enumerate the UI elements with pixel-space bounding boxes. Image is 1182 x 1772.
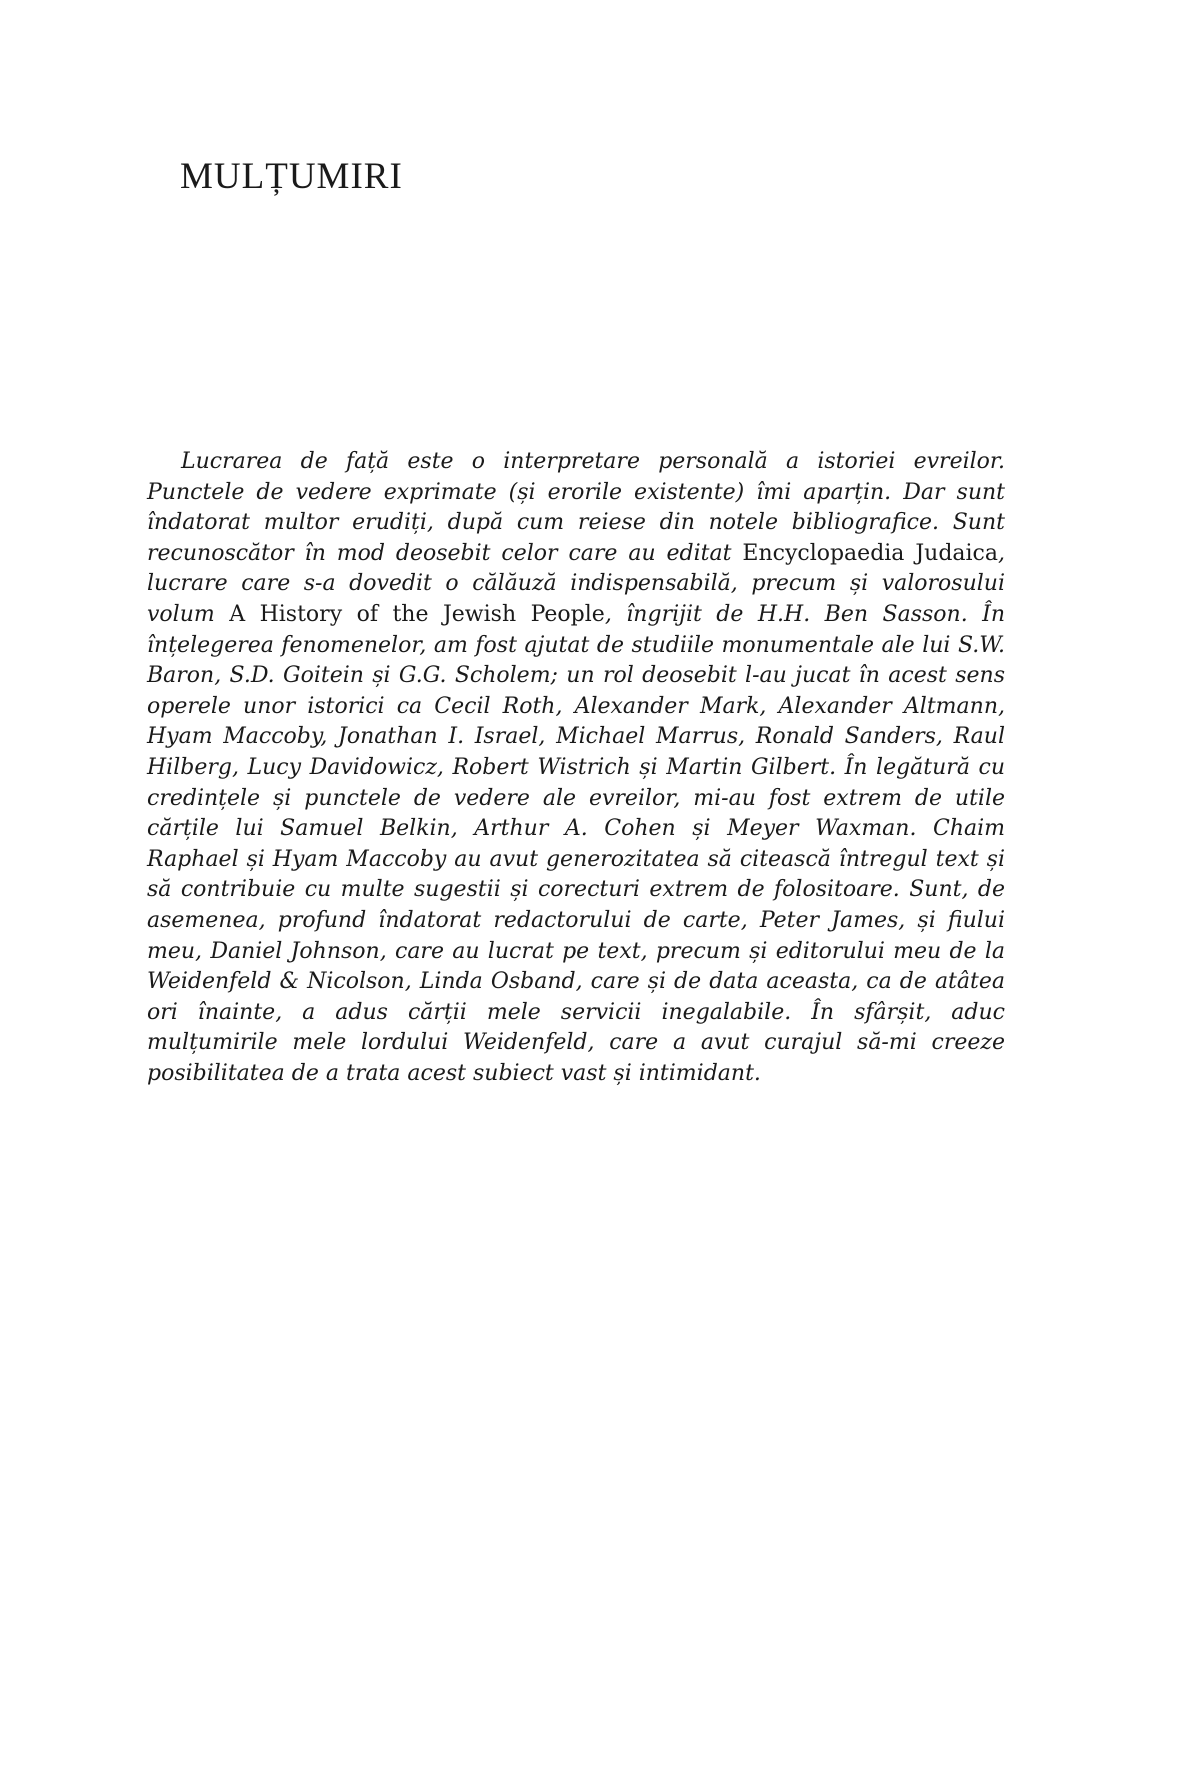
acknowledgements-paragraph — [147, 447, 1005, 1089]
paragraph-text-part-2: , lucrare care s-a dovedit o călăuză indispensabilă, precum și valorosului volum — [147, 540, 1005, 627]
page-title: MULȚUMIRI — [180, 156, 403, 197]
paragraph-text-part-3: , îngrijit de H.H. Ben Sasson. În înțelegerea fenomenelor, am fost ajutat de studiile monumentale ale lui S.W. Baron, S.D. Goitein și G.G. Scholem; un rol deosebit l-au jucat în acest sens operele unor istorici ca Cecil Roth, Alexander Mark, Alexander Altmann, Hyam Maccoby, Jonathan I. Israel, Michael Marrus, Ronald Sanders, Raul Hilberg, Lucy Davidowicz, Robert Wistrich și Martin Gilbert. În legătură cu credințele și punctele de vedere ale evreilor, mi-au fost extrem de utile cărțile lui Samuel Belkin, Arthur A. Cohen și Meyer Waxman. Chaim Raphael și Hyam Maccoby au avut generozitatea să citească întregul text și să contribuie cu multe sugestii și corecturi extrem de folositoare. Sunt, de asemenea, profund îndatorat redactorului de carte, Peter James, și fiului meu, Daniel Johnson, care au lucrat pe text, precum și editorului meu de la Weidenfeld & Nicolson, Linda Osband, care și de data aceasta, ca de atâtea ori înainte, a adus cărții mele servicii inegalabile. În sfârșit, aduc mulțumirile mele lordului Weidenfeld, care a avut curajul să-mi creeze posibilitatea de a trata acest subiect vast și intimidant. — [147, 601, 1006, 1086]
book-title-encyclopaedia-judaica: Encyclopaedia Judaica — [742, 540, 998, 566]
paragraph-text-part-1: Lucrarea de față este o interpretare personală a istoriei evreilor. Punctele de vedere exprimate (și erorile existente) îmi aparțin. Dar sunt îndatorat multor erudiți, după cum reiese din notele bibliografice. Sunt recunoscător în mod deosebit celor care au editat — [147, 449, 1005, 566]
book-title-history-jewish-people: A History of the Jewish People — [229, 601, 605, 627]
